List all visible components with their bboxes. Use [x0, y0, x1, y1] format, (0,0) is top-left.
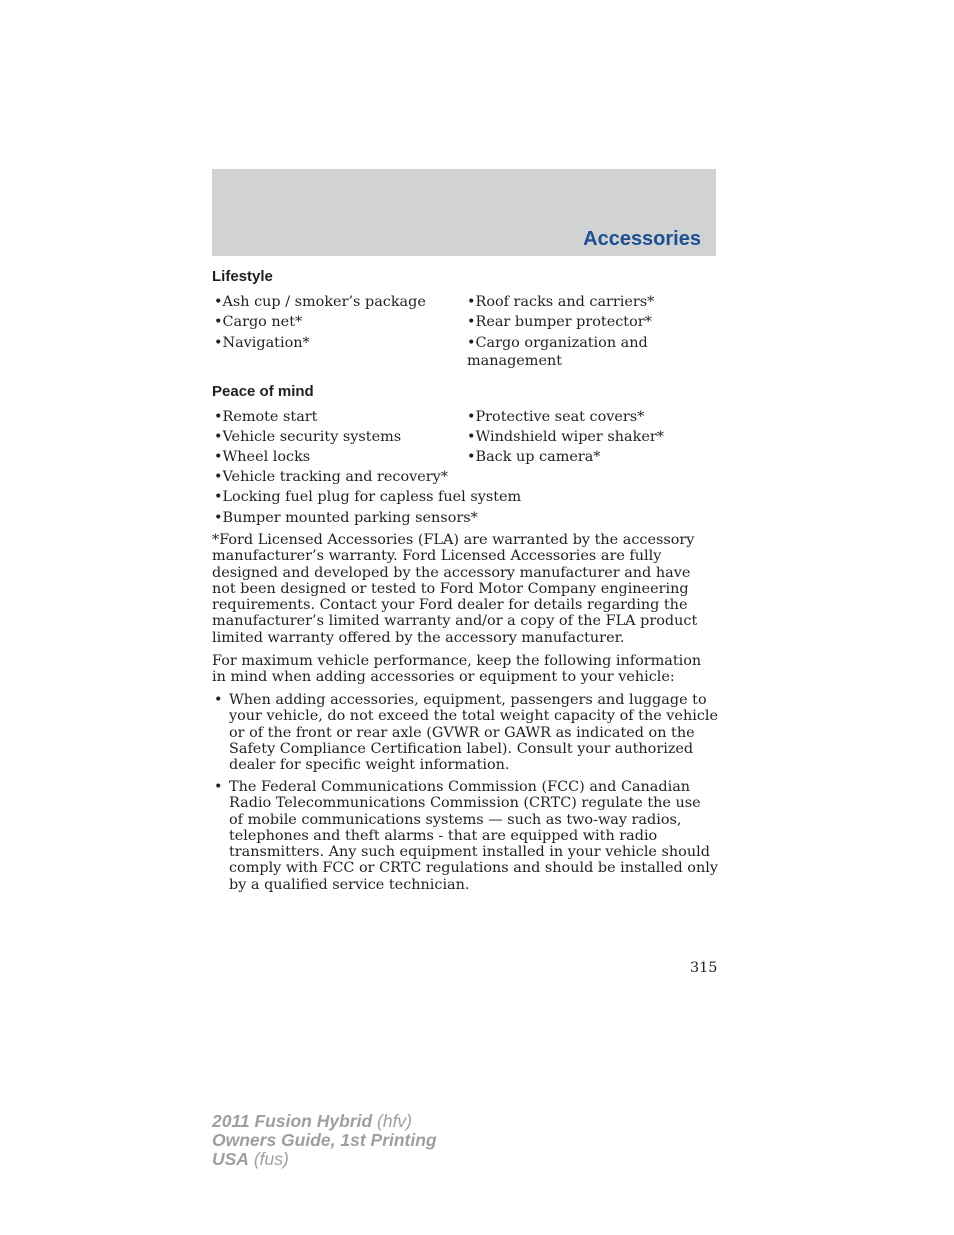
list-item: •Cargo organization and management — [467, 335, 648, 369]
list-item: •Rear bumper protector* — [467, 314, 652, 330]
peace-of-mind-heading: Peace of mind — [212, 383, 314, 400]
footer-edition-info — [212, 1112, 437, 1169]
list-item: •Ash cup / smoker’s package — [214, 294, 426, 310]
list-item: •Windshield wiper shaker* — [467, 429, 664, 445]
intro-paragraph: For maximum vehicle performance, keep the following information in mind when adding accessories or equipment to your vehicle: — [212, 653, 702, 686]
list-item: •Bumper mounted parking sensors* — [214, 510, 478, 526]
list-item: •Vehicle tracking and recovery* — [214, 469, 448, 485]
list-item: •Roof racks and carriers* — [467, 294, 655, 310]
fla-warranty-note: *Ford Licensed Accessories (FLA) are warranted by the accessory manufacturer’s warranty. Ford Licensed Accessories are fully designed and developed by the accessory manufacturer and have not been designed or tested to Ford Motor Company engineering requirements. Contact your Ford dealer for details regarding the manufacturer’s limited warranty and/or a copy of the FLA product limited warranty offered by the accessory manufacturer. — [212, 532, 698, 646]
section-header-band — [212, 169, 716, 256]
list-item: •Protective seat covers* — [467, 409, 645, 425]
bullet-text: When adding accessories, equipment, passengers and luggage to your vehicle, do not exceed the total weight capacity of the vehicle or of the front or rear axle (GVWR or GAWR as indicated on the Safety Compliance Certification label). Consult your authorized dealer for specific weight information. — [229, 692, 718, 774]
bullet-glyph: • — [214, 779, 223, 795]
footer-market-code: (fus) — [248, 1149, 289, 1169]
bullet-item-weight — [212, 692, 718, 773]
bullet-item-fcc — [212, 779, 718, 893]
footer-market: USA — [212, 1149, 249, 1169]
page-number: 315 — [690, 960, 718, 976]
bullet-text: The Federal Communications Commission (FCC) and Canadian Radio Telecommunications Commission (CRTC) regulate the use of mobile communications systems — such as two-way radios, telephones and theft alarms - that are equipped with radio transmitters. Any such equipment installed in your vehicle should comply with FCC or CRTC regulations and should be installed only by a qualified service technician. — [229, 779, 718, 893]
list-item: •Locking fuel plug for capless fuel system — [214, 489, 522, 505]
footer-printing: Owners Guide, 1st Printing — [212, 1130, 437, 1150]
section-title: Accessories — [583, 228, 701, 250]
list-item: •Back up camera* — [467, 449, 601, 465]
list-item: •Remote start — [214, 409, 318, 425]
lifestyle-heading: Lifestyle — [212, 268, 273, 285]
list-item: •Cargo net* — [214, 314, 303, 330]
list-item: •Wheel locks — [214, 449, 311, 465]
footer-model-code: (hfv) — [372, 1111, 413, 1131]
list-item: •Vehicle security systems — [214, 429, 402, 445]
footer-model: 2011 Fusion Hybrid — [212, 1111, 373, 1131]
bullet-glyph: • — [214, 692, 223, 708]
list-item: •Navigation* — [214, 335, 310, 351]
